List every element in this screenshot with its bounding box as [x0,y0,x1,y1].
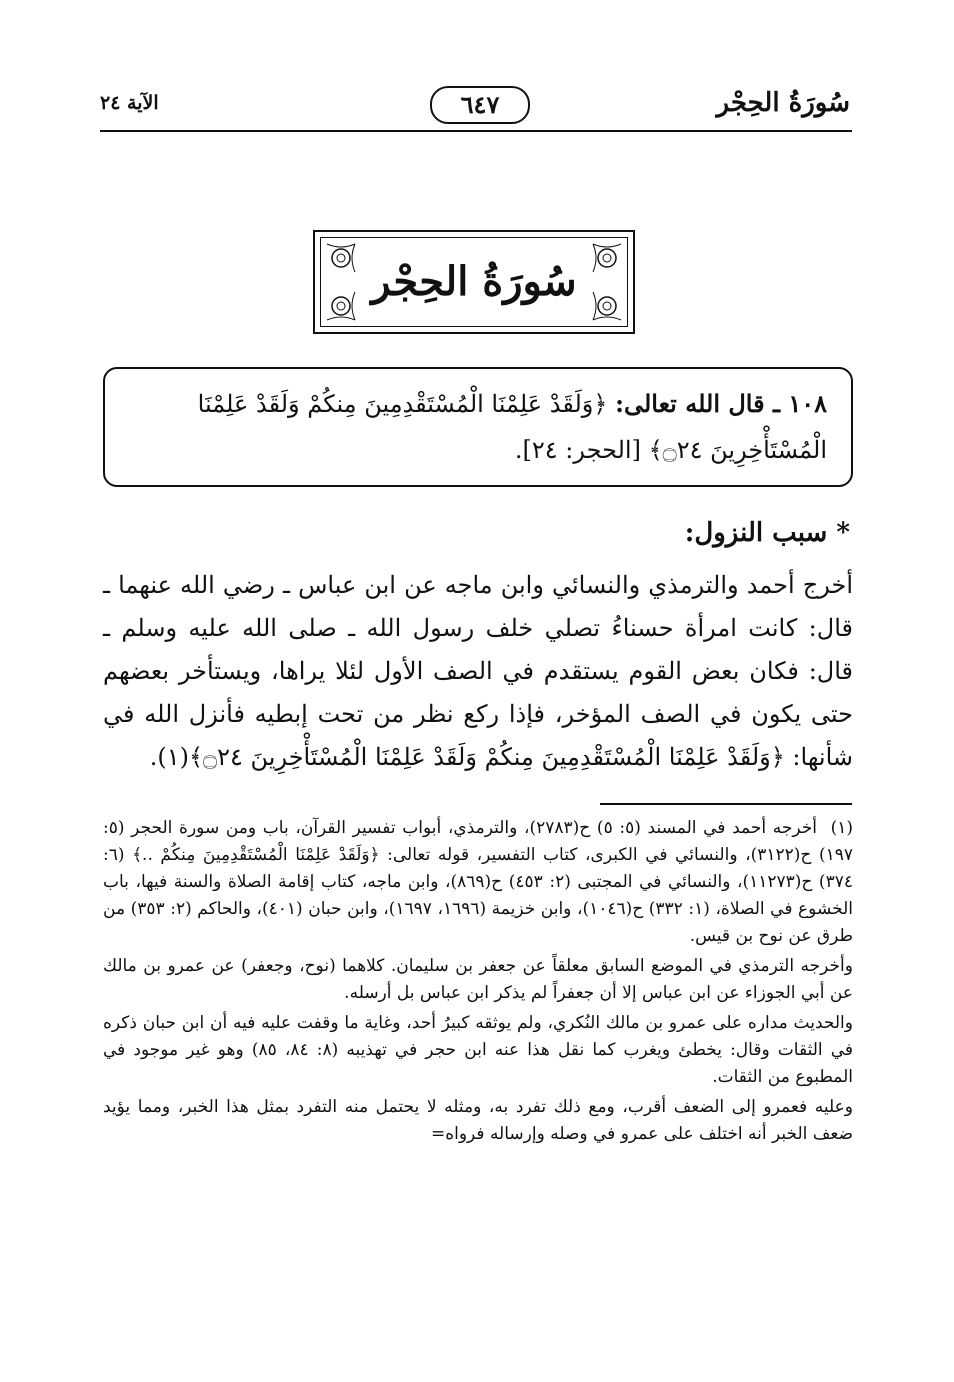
page-header [100,82,850,132]
ayah-verse: ﴿وَلَقَدْ عَلِمْنَا الْمُسْتَقْدِمِينَ مِنكُمْ وَلَقَدْ عَلِمْنَا الْمُسْتَأْخِرِينَ ۝٢٤﴾ [197,390,827,464]
body-paragraph: أخرج أحمد والترمذي والنسائي وابن ماجه عن ابن عباس ـ رضي الله عنهما ـ قال: كانت امرأة حسناءُ تصلي خلف رسول الله ـ صلى الله عليه وسلم ـ قال: فكان بعض القوم يستقدم في الصف الأول لئلا يراها، ويستأخر بعضهم حتى يكون في الصف المؤخر، فإذا ركع نظر من تحت إبطيه فأنزل الله في شأنها: ﴿وَلَقَدْ عَلِمْنَا الْمُسْتَقْدِمِينَ مِنكُمْ وَلَقَدْ عَلِمْنَا الْمُسْتَأْخِرِينَ ۝٢٤﴾(١). [103,571,854,771]
ayah-reference: [الحجر: ٢٤]. [514,436,641,464]
footnote-1 [103,815,853,950]
page-number: ٦٤٧ [430,86,530,124]
footnote-paragraph: والحديث مداره على عمرو بن مالك النُكري، ولم يوثقه كبيرُ أحد، وغاية ما وقفت عليه فيه أن ابن حبان ذكره في الثقات وقال: يخطئ ويغرب كما نقل هذا عنه ابن حجر في تهذيبه (٨: ٨٤، ٨٥) وهو غير موجود في المطبوع من الثقات. [103,1013,854,1087]
footnote-marker: (١) [830,818,853,838]
running-ayah-ref: الآية ٢٤ [100,92,159,114]
ayah-label: ١٠٨ ـ قال الله تعالى: [615,389,827,418]
running-surah-title: سُورَةُ الحِجْر [716,88,850,118]
footnote-paragraph: وأخرجه الترمذي في الموضع السابق معلقاً عن جعفر بن سليمان. كلاهما (نوح، وجعفر) عن عمرو بن مالك عن أبي الجوزاء عن ابن عباس إلا أن جعفراً لم يذكر ابن عباس بل أرسله. [103,956,853,1003]
footnotes [103,815,853,1151]
banner-surah-title: سُورَةُ الحِجْر [371,258,577,305]
ayah-box [103,367,853,487]
footnote-rule [600,803,852,805]
footnote-1-text: أخرجه أحمد في المسند (٥: ٥) ح(٢٧٨٣)، والترمذي، أبواب تفسير القرآن، باب ومن سورة الحجر (٥: ١٩٧) ح(٣١٢٢)، والنسائي في الكبرى، كتاب التفسير، قوله تعالى: ﴿وَلَقَدْ عَلِمْنَا الْمُسْتَقْدِمِينَ مِنكُمْ ..﴾ (٦: ٣٧٤) ح(١١٢٧٣)، والنسائي في المجتبى (٢: ٤٥٣) ح(٨٦٩)، وابن ماجه، كتاب إقامة الصلاة والسنة فيها، باب الخشوع في الصلاة، (١: ٣٣٢) ح(١٠٤٦)، وابن خزيمة (١٦٩٦، ١٦٩٧)، وابن حبان (٤٠١)، والحاكم (٢: ٣٥٣) من طرق عن نوح بن قيس. [103,818,853,946]
footnote-paragraph: وعليه فعمرو إلى الضعف أقرب، ومع ذلك تفرد به، ومثله لا يحتمل منه التفرد بمثل هذا الخبر، ومما يؤيد ضعف الخبر أنه اختلف على عمرو في وصله وإرساله فرواه= [103,1097,853,1144]
surah-banner [313,230,635,334]
header-rule [100,130,852,132]
section-heading: * سبب النزول: [684,518,850,548]
